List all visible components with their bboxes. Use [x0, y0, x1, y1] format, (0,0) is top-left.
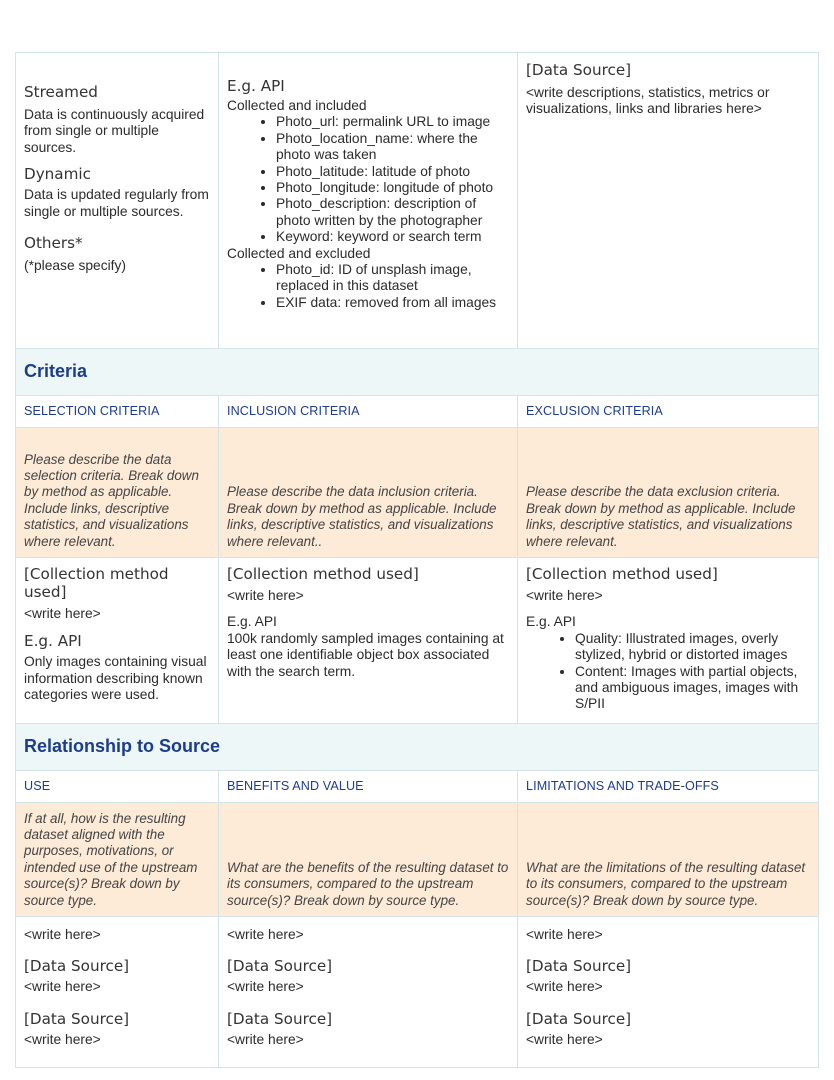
write-here: <write here>	[24, 927, 101, 942]
list-item: • Photo_location_name: where the photo was taken	[276, 131, 509, 164]
example-label: E.g. API	[227, 614, 277, 630]
data-source-label: [Data Source]	[24, 1009, 130, 1028]
list-item: • Photo_url: permalink URL to image	[276, 114, 509, 130]
list-item: • Photo_longitude: longitude of photo	[276, 180, 509, 196]
api-example-heading: E.g. API	[227, 77, 285, 95]
write-here: <write here>	[227, 979, 304, 995]
write-here: <write here>	[24, 606, 101, 621]
prompt-text: What are the limitations of the resulting dataset to its consumers, compared to the upstream source(s)? Break down by source type.	[526, 859, 806, 908]
dynamic-title: Dynamic	[24, 165, 91, 184]
prompt-text: Please describe the data selection criteria. Break down by method as applicable. Include links, descriptive statistics, and visualizations where relevant.	[24, 451, 199, 549]
method-label: [Collection method used]	[227, 565, 419, 583]
data-source-label: [Data Source]	[227, 1009, 333, 1028]
prompt-cell	[518, 803, 819, 917]
others-desc: (*please specify)	[24, 258, 126, 274]
relationship-section-row	[16, 724, 819, 771]
list-item: • Photo_description: description of photo written by the photographer	[276, 196, 509, 229]
example-text: Only images containing visual information describing known categories were used.	[24, 654, 207, 703]
prompt-cell	[518, 428, 819, 558]
list-item: • EXIF data: removed from all images	[276, 295, 509, 311]
collection-row	[16, 53, 819, 349]
list-item: • Photo_latitude: latitude of photo	[276, 164, 509, 180]
example-label: E.g. API	[526, 614, 576, 630]
column-header	[219, 771, 518, 803]
list-item: • Quality: Illustrated images, overly stylized, hybrid or distorted images	[575, 631, 810, 664]
data-source-heading: [Data Source]	[526, 61, 632, 79]
content-cell	[219, 917, 518, 1068]
data-source-label: [Data Source]	[526, 957, 632, 976]
data-card-table	[15, 52, 819, 1068]
write-here: <write here>	[227, 588, 304, 603]
section-title: Criteria	[24, 360, 88, 381]
prompt-cell	[219, 803, 518, 917]
write-here: <write here>	[526, 1031, 603, 1047]
data-source-label: [Data Source]	[227, 957, 333, 976]
relationship-prompt-row	[16, 803, 819, 917]
method-label: [Collection method used]	[526, 565, 718, 583]
content-cell	[16, 917, 219, 1068]
streamed-desc: Data is continuously acquired from single or multiple sources.	[24, 107, 205, 155]
criteria-header-row	[16, 396, 819, 428]
relationship-content-row	[16, 917, 819, 1068]
column-header	[518, 396, 819, 428]
list-item: • Content: Images with partial objects, and ambiguous images, images with S/PII	[575, 664, 810, 713]
column-header-label: SELECTION CRITERIA	[24, 404, 160, 419]
column-header-label: EXCLUSION CRITERIA	[526, 404, 663, 419]
criteria-section-header	[16, 349, 819, 396]
criteria-section-row	[16, 349, 819, 396]
included-list	[227, 114, 509, 245]
content-cell	[219, 558, 518, 724]
relationship-header-row	[16, 771, 819, 803]
column-header	[16, 396, 219, 428]
write-here: <write here>	[24, 979, 101, 995]
section-title: Relationship to Source	[24, 735, 221, 756]
column-header	[16, 771, 219, 803]
streamed-title: Streamed	[24, 83, 98, 101]
relationship-section-header	[16, 724, 819, 771]
prompt-text: Please describe the data inclusion criteria. Break down by method as applicable. Include links, descriptive statistics, and visualizations where relevant..	[227, 484, 497, 549]
method-label: [Collection method used]	[24, 565, 169, 601]
exclusion-list	[526, 631, 810, 713]
column-header-label: BENEFITS AND VALUE	[227, 779, 364, 794]
others-title: Others*	[24, 234, 83, 253]
document-page	[15, 52, 818, 1068]
criteria-content-row	[16, 558, 819, 724]
prompt-text: If at all, how is the resulting dataset aligned with the purposes, motivations, or intended use of the upstream source(s)? Break down by source type.	[24, 810, 198, 908]
write-here: <write here>	[526, 588, 603, 603]
data-source-cell	[518, 53, 819, 349]
write-here: <write here>	[526, 927, 603, 942]
column-header	[518, 771, 819, 803]
column-header-label: USE	[24, 779, 51, 794]
data-source-label: [Data Source]	[24, 957, 130, 976]
included-label: Collected and included	[227, 98, 367, 113]
data-source-label: [Data Source]	[526, 1009, 632, 1028]
example-label: E.g. API	[24, 632, 82, 651]
prompt-cell	[219, 428, 518, 558]
write-here: <write here>	[227, 1031, 304, 1047]
excluded-label: Collected and excluded	[227, 245, 371, 261]
write-here: <write here>	[526, 979, 603, 995]
column-header-label: INCLUSION CRITERIA	[227, 404, 360, 419]
data-source-text: <write descriptions, statistics, metrics or visualizations, links and libraries here>	[526, 85, 770, 117]
api-example-cell	[219, 53, 518, 349]
example-text: 100k randomly sampled images containing at least one identifiable object box associated with the search term.	[227, 630, 504, 679]
write-here: <write here>	[24, 1031, 101, 1047]
prompt-cell	[16, 428, 219, 558]
column-header	[219, 396, 518, 428]
dynamic-desc: Data is updated regularly from single or multiple sources.	[24, 187, 209, 219]
list-item: • Keyword: keyword or search term	[276, 229, 509, 245]
excluded-list	[227, 262, 509, 311]
prompt-text: Please describe the data exclusion criteria. Break down by method as applicable. Include links, descriptive statistics, and visualizations where relevant.	[526, 484, 796, 549]
collection-types-cell	[16, 53, 219, 349]
content-cell	[518, 558, 819, 724]
criteria-prompt-row	[16, 428, 819, 558]
list-item: • Photo_id: ID of unsplash image, replaced in this dataset	[276, 262, 509, 295]
content-cell	[518, 917, 819, 1068]
write-here: <write here>	[227, 927, 304, 942]
prompt-cell	[16, 803, 219, 917]
prompt-text: What are the benefits of the resulting dataset to its consumers, compared to the upstream source(s)? Break down by source type.	[227, 859, 509, 908]
column-header-label: LIMITATIONS AND TRADE-OFFS	[526, 779, 719, 794]
content-cell	[16, 558, 219, 724]
